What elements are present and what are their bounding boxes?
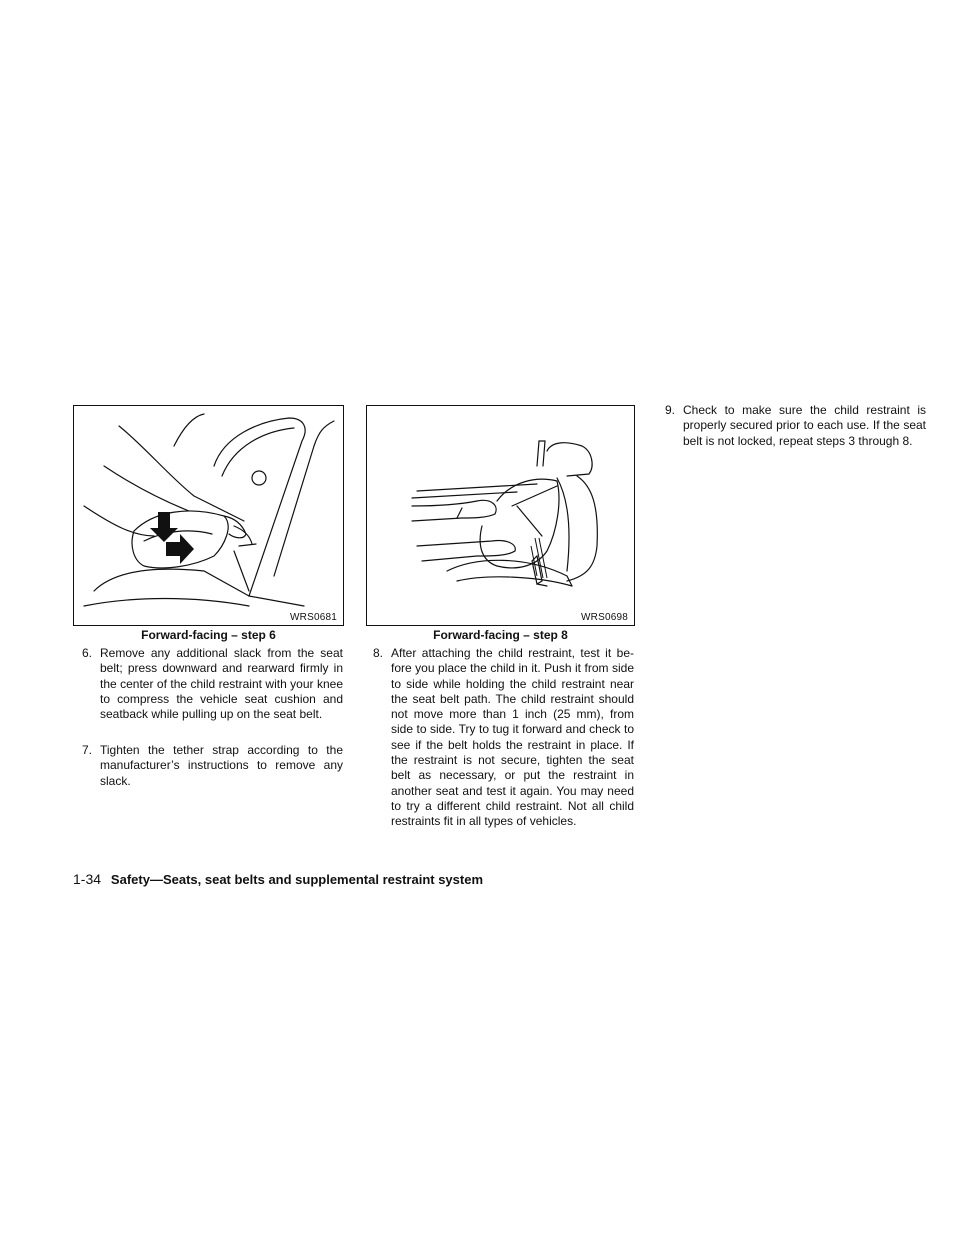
- illustration-side-test: [367, 406, 634, 625]
- step-text: Remove any additional slack from the seat belt; press downward and rearward firmly in the center of the child restraint with your knee to compress the vehicle seat cushion and seatback while pulling up on the seat belt.: [100, 646, 343, 722]
- figure-code: WRS0681: [290, 612, 337, 623]
- page-number: 1-34: [73, 871, 102, 887]
- figure-step-8: [366, 405, 635, 626]
- figure-step-6: [73, 405, 344, 626]
- illustration-knee-press: [74, 406, 343, 625]
- step-number: 9.: [665, 403, 676, 417]
- step-text: Check to make sure the child restraint is properly secured prior to each use. If the seat belt is not locked, repeat steps 3 through 8.: [683, 403, 926, 448]
- step-number: 8.: [373, 646, 384, 660]
- section-title: Safety—Seats, seat belts and supplemental restraint system: [110, 872, 484, 887]
- figure-code: WRS0698: [581, 612, 628, 623]
- step-8: [373, 646, 634, 830]
- figure-caption: Forward-facing – step 6: [141, 628, 276, 642]
- step-9: [665, 403, 926, 449]
- arrow-down-icon: [150, 512, 178, 542]
- step-number: 6.: [82, 646, 93, 660]
- arrow-right-icon: [166, 534, 194, 564]
- step-6: [82, 646, 343, 722]
- step-7: [82, 743, 343, 789]
- figure-caption: Forward-facing – step 8: [433, 628, 568, 642]
- step-number: 7.: [82, 743, 93, 757]
- step-text: Tighten the tether strap according to the manufacturer’s instructions to remove any slack.: [100, 743, 343, 788]
- step-text: After attaching the child restraint, test it be-fore you place the child in it. Push it from side to side while holding the child restraint near the seat belt path. The child restraint should not move more than 1 inch (25 mm), from side to side. Try to tug it forward and check to see if the belt holds the restraint in place. If the restraint is not secure, tighten the seat belt as necessary, or put the restraint in another seat and test it again. You may need to try a different child restraint. Not all child restraints fit in all types of vehicles.: [391, 646, 634, 829]
- page-footer: [73, 871, 483, 887]
